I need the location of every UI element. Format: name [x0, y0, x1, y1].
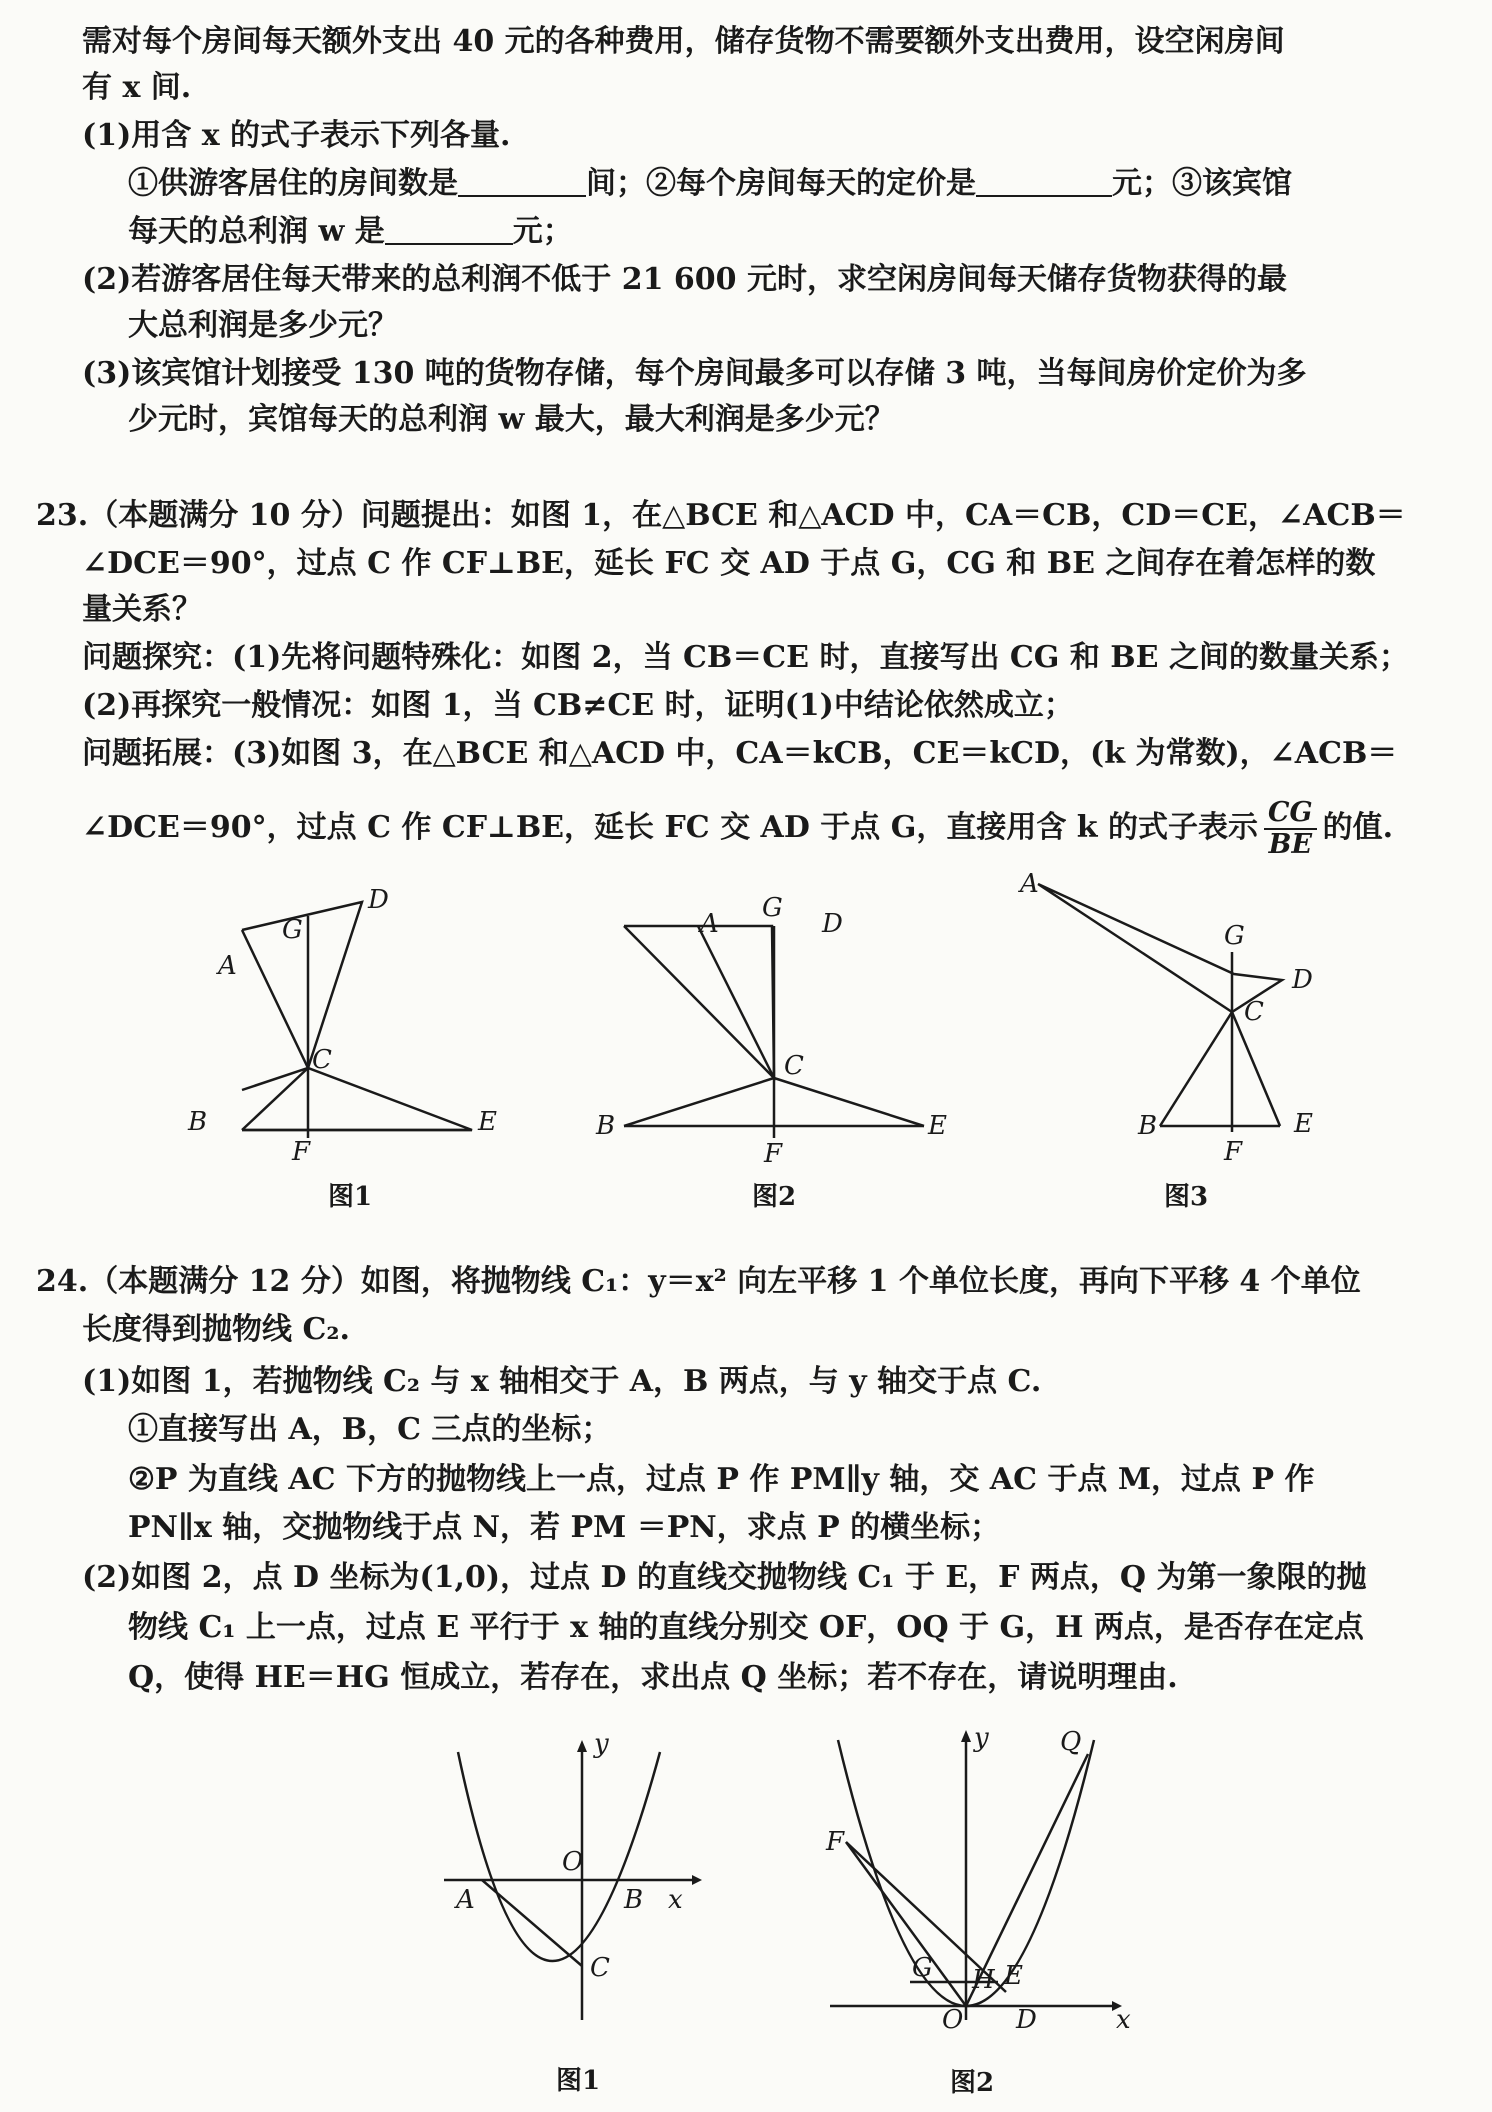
p2-label-h: H	[972, 1965, 995, 1995]
fig2-label-f: F	[764, 1139, 783, 1169]
q22-part1-items-cont	[0, 212, 1492, 252]
q23-line-3: 量关系？	[82, 592, 202, 627]
q22-item1-text: ①供游客居住的房间数是	[128, 166, 458, 201]
q23-line-7	[0, 798, 1492, 860]
p2-label-g: G	[912, 1953, 933, 1983]
p1-label-c: C	[590, 1953, 610, 1983]
fig1-label-e: E	[478, 1107, 497, 1137]
fig3-side-ce	[1232, 1012, 1280, 1126]
fig2-side-cb	[624, 1078, 774, 1126]
fraction-cg-over-be	[1264, 798, 1317, 860]
fig2-label-c: C	[784, 1051, 804, 1081]
fig3-label-a: A	[1020, 869, 1039, 899]
fig3-label-b: B	[1138, 1111, 1158, 1141]
fig3-label-d: D	[1292, 965, 1313, 995]
q22-part3-line-1: (3)该宾馆计划接受 130 吨的货物存储，每个房间最多可以存储 3 吨，当每间房价定价为多	[82, 356, 1307, 391]
q22-item3-cont: 每天的总利润 w 是	[128, 214, 385, 249]
q23-line-7-end: 的值.	[1322, 810, 1394, 845]
q23-line-2: ∠DCE＝90°，过点 C 作 CF⊥BE，延长 FC 交 AD 于点 G，CG 和 BE 之间存在着怎样的数	[82, 546, 1376, 581]
fig2-side-ce	[774, 1078, 924, 1126]
fig1-label-a: A	[218, 951, 237, 981]
p2-label-o: O	[942, 2005, 964, 2035]
p2-label-e: E	[1004, 1961, 1023, 1991]
q22-part2-line-2: 大总利润是多少元？	[128, 308, 398, 343]
q22-item3-text: 元；③该宾馆	[1112, 166, 1292, 201]
q24-line-7: (2)如图 2，点 D 坐标为(1,0)，过点 D 的直线交抛物线 C₁ 于 E，F 两点，Q 为第一象限的抛	[82, 1560, 1367, 1595]
q23-figure-3	[1010, 870, 1340, 1170]
fig3-label-e: E	[1294, 1109, 1313, 1139]
q22-text-line-2: 有 x 间.	[82, 70, 192, 105]
p1-label-o: O	[562, 1847, 584, 1877]
q22-part1-items	[0, 164, 1492, 204]
q22-part3-line-2: 少元时，宾馆每天的总利润 w 最大，最大利润是多少元？	[128, 402, 895, 437]
q24-line-3: (1)如图 1，若抛物线 C₂ 与 x 轴相交于 A，B 两点，与 y 轴交于点 C.	[82, 1364, 1042, 1399]
fig2-label-b: B	[596, 1111, 616, 1141]
fig3-side-cb	[1160, 1012, 1232, 1126]
p1-caption: 图1	[556, 2066, 601, 2096]
fig2-label-e: E	[928, 1111, 947, 1141]
p1-label-y: y	[594, 1729, 609, 1759]
fig1-caption: 图1	[328, 1182, 373, 1212]
q22-text-line-1: 需对每个房间每天额外支出 40 元的各种费用，储存货物不需要额外支出费用，设空闲房间	[82, 24, 1285, 59]
fig1-label-b: B	[188, 1107, 208, 1137]
q22-part1: (1)用含 x 的式子表示下列各量.	[82, 118, 511, 153]
q24-line-9: Q，使得 HE＝HG 恒成立，若存在，求出点 Q 坐标；若不存在，请说明理由.	[128, 1660, 1178, 1695]
fig2-label-g: G	[762, 893, 783, 923]
q24-line-6: PN∥x 轴，交抛物线于点 N，若 PM ＝PN，求点 P 的横坐标；	[128, 1510, 1001, 1545]
fig2-label-a: A	[700, 909, 719, 939]
fig2-triangle-acd	[624, 926, 774, 1078]
q23-line-5: (2)再探究一般情况：如图 1，当 CB≠CE 时，证明(1)中结论依然成立；	[82, 688, 1074, 723]
q22-item2-text: 间；②每个房间每天的定价是	[586, 166, 976, 201]
answer-blank-3[interactable]	[385, 215, 513, 245]
fraction-numerator: CG	[1264, 798, 1317, 830]
p2-label-x: x	[1116, 2005, 1131, 2035]
p2-label-d: D	[1016, 2005, 1037, 2035]
answer-blank-1[interactable]	[458, 167, 586, 197]
fig1-label-c: C	[312, 1045, 332, 1075]
p2-label-q: Q	[1060, 1727, 1082, 1757]
fig2-caption: 图2	[752, 1182, 797, 1212]
q24-figure-1	[430, 1730, 710, 2030]
q24-line-8: 物线 C₁ 上一点，过点 E 平行于 x 轴的直线分别交 OF，OQ 于 G，H 两点，是否存在定点	[128, 1610, 1364, 1645]
fig3-label-g: G	[1224, 921, 1245, 951]
q22-item3-end: 元；	[512, 214, 573, 249]
p1-label-b: B	[624, 1885, 644, 1915]
fraction-denominator: BE	[1268, 829, 1313, 860]
q24-line-2: 长度得到抛物线 C₂.	[82, 1312, 350, 1347]
p2-label-y: y	[974, 1723, 989, 1753]
q22-part2-line-1: (2)若游客居住每天带来的总利润不低于 21 600 元时，求空闲房间每天储存货物获得的最	[82, 262, 1287, 297]
fig3-triangle-acd	[1038, 884, 1282, 1012]
fig1-label-d: D	[368, 885, 389, 915]
q23-figure-2	[588, 890, 948, 1169]
q24-line-4: ①直接写出 A，B，C 三点的坐标；	[128, 1412, 612, 1447]
q23-line-7-text: ∠DCE＝90°，过点 C 作 CF⊥BE，延长 FC 交 AD 于点 G，直接用含 k 的式子表示	[82, 810, 1259, 845]
p1-parabola-c2	[458, 1752, 660, 1961]
p2-caption: 图2	[950, 2068, 995, 2098]
fig3-label-c: C	[1244, 997, 1264, 1027]
fig3-label-f: F	[1224, 1137, 1243, 1167]
answer-blank-2[interactable]	[976, 167, 1112, 197]
fig1-label-f: F	[292, 1137, 311, 1167]
fig2-label-d: D	[822, 909, 843, 939]
p1-label-a: A	[456, 1885, 475, 1915]
fig1-label-g: G	[282, 915, 303, 945]
q24-line-5: ②P 为直线 AC 下方的抛物线上一点，过点 P 作 PM∥y 轴，交 AC 于点 M，过点 P 作	[128, 1462, 1315, 1497]
q23-line-1: 23.（本题满分 10 分）问题提出：如图 1，在△BCE 和△ACD 中，CA＝CB，CD＝CE，∠ACB＝	[36, 498, 1406, 533]
p2-label-f: F	[826, 1827, 845, 1857]
q23-line-4: 问题探究：(1)先将问题特殊化：如图 2，当 CB＝CE 时，直接写出 CG 和 BE 之间的数量关系；	[82, 640, 1409, 675]
q24-line-1: 24.（本题满分 12 分）如图，将抛物线 C₁：y＝x² 向左平移 1 个单位长度，再向下平移 4 个单位	[36, 1264, 1361, 1299]
fig3-caption: 图3	[1164, 1182, 1209, 1212]
p1-label-x: x	[668, 1885, 683, 1915]
q23-figure-1	[180, 885, 520, 1167]
q24-figure-2	[820, 1720, 1140, 2040]
q23-line-6: 问题拓展：(3)如图 3，在△BCE 和△ACD 中，CA＝kCB，CE＝kCD，(k 为常数)，∠ACB＝	[82, 736, 1398, 771]
